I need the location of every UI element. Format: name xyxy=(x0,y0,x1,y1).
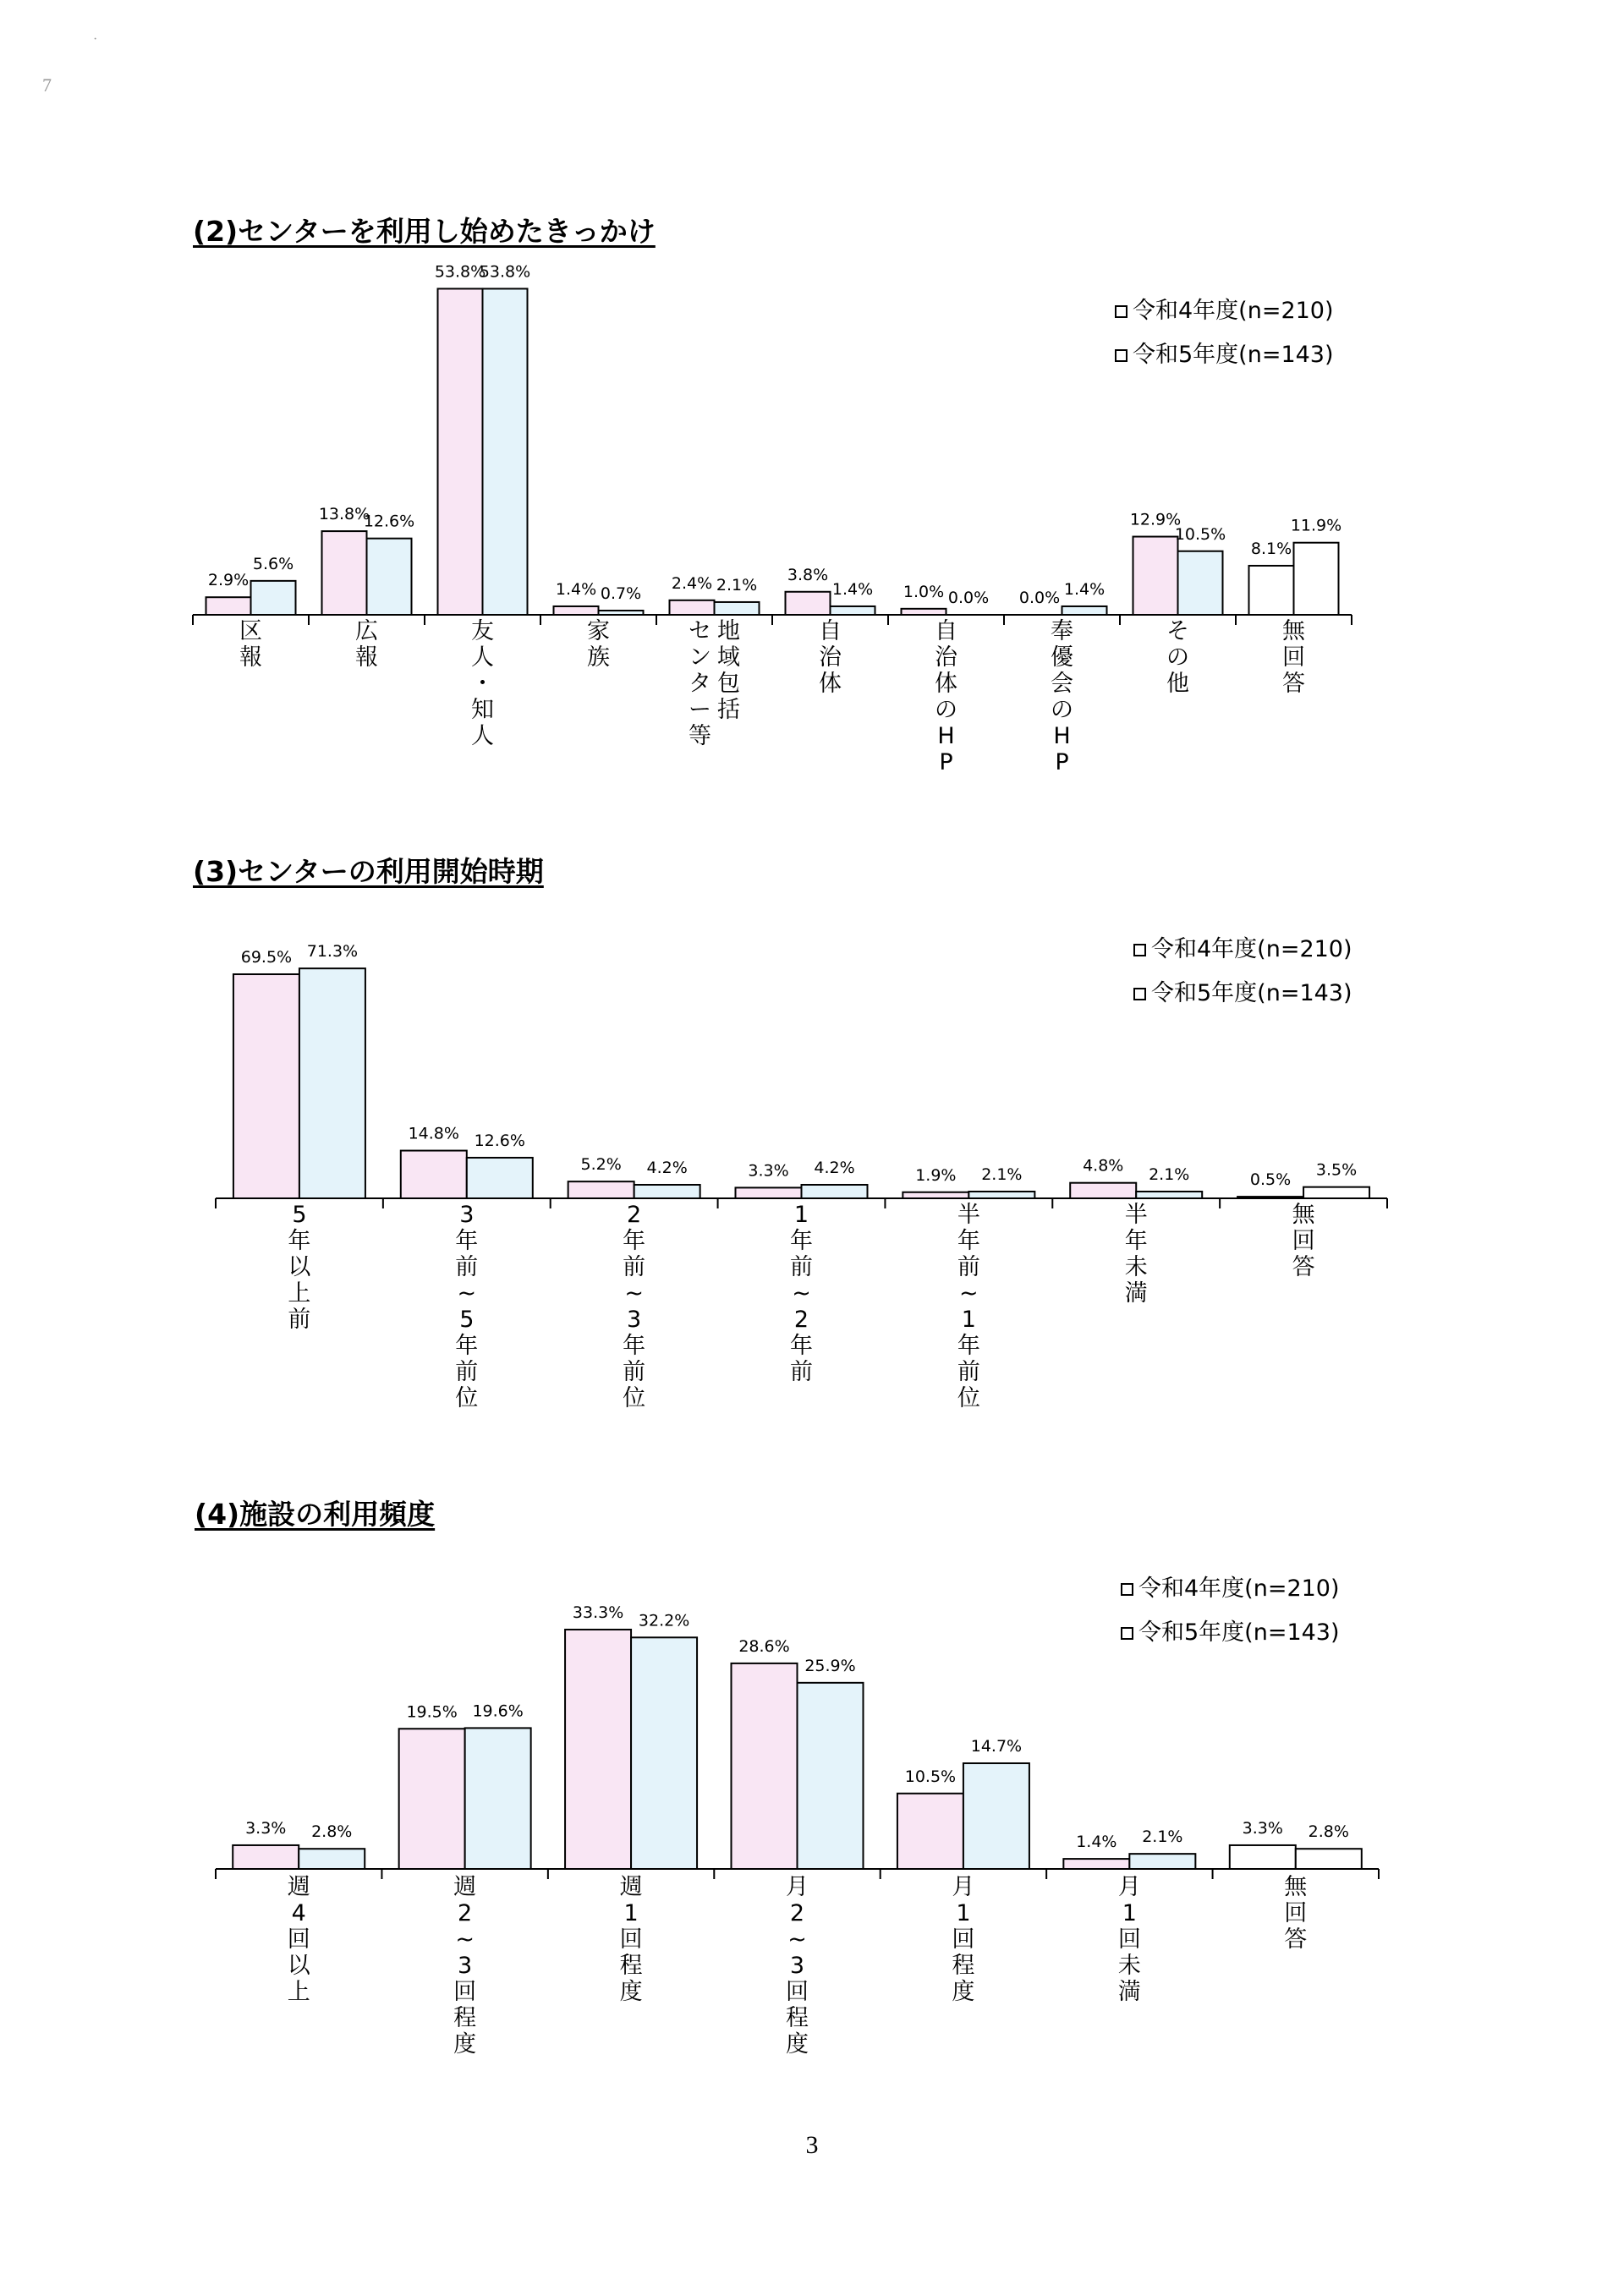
data-label: 33.3% xyxy=(572,1603,624,1622)
bar-chart-frequency xyxy=(0,1564,1624,2072)
category-label: 無回答 xyxy=(1282,618,1305,697)
data-label: 2.4% xyxy=(671,573,713,593)
data-label: 10.5% xyxy=(1174,524,1226,544)
bar-r5 xyxy=(634,1185,700,1198)
data-label: 3.3% xyxy=(1242,1818,1283,1838)
data-label: 0.0% xyxy=(947,588,990,607)
bar-r5 xyxy=(299,968,365,1198)
data-label: 2.1% xyxy=(716,575,758,595)
bar-r4 xyxy=(322,531,367,615)
legend-label: 令和4年度(n=210) xyxy=(1151,936,1352,962)
bar-r4 xyxy=(399,1729,465,1869)
data-label: 4.2% xyxy=(646,1158,688,1177)
category-label: 月 1 回程度 xyxy=(952,1874,975,2005)
category-label: 半年前~ 1 年前位 xyxy=(957,1202,980,1411)
data-label: 25.9% xyxy=(804,1656,856,1675)
chart-title: (3)センターの利用開始時期 xyxy=(193,855,544,888)
legend-label: 令和4年度(n=210) xyxy=(1133,298,1334,324)
data-label: 1.4% xyxy=(1076,1833,1117,1852)
category-label: 奉優会の H P xyxy=(1051,618,1073,775)
data-label: 12.9% xyxy=(1129,510,1182,529)
bar-r4 xyxy=(786,592,831,615)
category-label: 週 1 回程度 xyxy=(619,1874,643,2005)
bar-r4 xyxy=(233,1845,299,1869)
bar-r5 xyxy=(802,1185,868,1198)
category-label: 区報 xyxy=(239,618,262,671)
category-label: 月 2 ~ 3 回程度 xyxy=(786,1874,809,2058)
category-label: 家族 xyxy=(587,618,610,671)
data-label: 53.8% xyxy=(434,262,486,282)
data-label: 2.8% xyxy=(311,1822,353,1842)
data-label: 1.4% xyxy=(1063,579,1106,599)
page-number: 3 xyxy=(805,2131,819,2159)
bar-r5 xyxy=(1294,543,1339,615)
data-label: 12.6% xyxy=(474,1131,525,1150)
data-label: 3.3% xyxy=(748,1161,789,1181)
bar-r4 xyxy=(1063,1859,1129,1869)
bar-r5 xyxy=(483,288,528,615)
bar-r5 xyxy=(1296,1849,1362,1869)
bar-r4 xyxy=(1230,1845,1296,1869)
data-label: 10.5% xyxy=(904,1767,957,1786)
bar-r5 xyxy=(467,1158,533,1198)
category-label: 無回答 xyxy=(1292,1202,1315,1280)
legend-label: 令和4年度(n=210) xyxy=(1138,1575,1340,1602)
category-label: 月 1 回未満 xyxy=(1117,1874,1141,2005)
bar-r4 xyxy=(732,1663,798,1869)
data-label: 12.6% xyxy=(363,512,415,531)
legend-label: 令和5年度(n=143) xyxy=(1151,980,1352,1006)
bar-r4 xyxy=(554,606,599,615)
category-label: センター等 xyxy=(689,618,711,749)
legend-label: 令和5年度(n=143) xyxy=(1133,342,1334,368)
category-label: 週 2 ~ 3 回程度 xyxy=(453,1874,477,2058)
data-label: 28.6% xyxy=(738,1636,790,1656)
data-label: 2.1% xyxy=(1149,1164,1190,1184)
bar-r4 xyxy=(206,597,251,615)
bar-r4 xyxy=(670,600,715,615)
category-label: 自治体 xyxy=(819,618,842,697)
scan-dot: · xyxy=(93,32,98,47)
bar-r4 xyxy=(1133,537,1178,615)
data-label: 0.7% xyxy=(600,584,642,603)
data-label: 3.5% xyxy=(1315,1160,1358,1180)
bar-r5 xyxy=(1178,551,1223,615)
data-label: 0.0% xyxy=(1018,588,1061,607)
data-label: 14.8% xyxy=(408,1124,459,1143)
data-label: 14.7% xyxy=(970,1737,1023,1756)
data-label: 19.5% xyxy=(406,1702,458,1722)
chart-title: (2)センターを利用し始めたきっかけ xyxy=(193,215,656,248)
bar-r4 xyxy=(565,1630,631,1869)
data-label: 3.3% xyxy=(245,1818,287,1838)
bar-r5 xyxy=(715,602,760,615)
data-label: 1.0% xyxy=(903,582,945,601)
data-label: 32.2% xyxy=(638,1611,690,1630)
bar-r5 xyxy=(1136,1192,1202,1198)
scan-mark: 7 xyxy=(42,74,52,96)
bar-r4 xyxy=(903,1192,968,1198)
category-label: 半年未満 xyxy=(1124,1202,1148,1307)
bar-r4 xyxy=(233,974,299,1198)
bar-r5 xyxy=(968,1192,1034,1198)
bar-r5 xyxy=(465,1728,531,1869)
data-label: 0.5% xyxy=(1249,1170,1292,1190)
category-label: その他 xyxy=(1166,618,1189,697)
category-label: 友人・知人 xyxy=(471,618,494,749)
category-label: 広報 xyxy=(355,618,378,671)
data-label: 2.8% xyxy=(1308,1822,1349,1842)
data-label: 2.1% xyxy=(1142,1827,1183,1847)
bar-r5 xyxy=(831,606,875,615)
category-label: 3 年前~ 5 年前位 xyxy=(455,1202,479,1411)
category-label: 自治体の H P xyxy=(935,618,957,775)
data-label: 69.5% xyxy=(240,948,293,967)
data-label: 71.3% xyxy=(306,942,359,962)
data-label: 8.1% xyxy=(1250,539,1292,558)
data-label: 19.6% xyxy=(472,1701,524,1721)
data-label: 53.8% xyxy=(479,262,531,282)
bar-r4 xyxy=(438,288,483,615)
category-label: 2 年前~ 3 年前位 xyxy=(623,1202,646,1411)
bar-r5 xyxy=(251,581,296,615)
data-label: 11.9% xyxy=(1290,516,1342,535)
category-label: 1 年前~ 2 年前 xyxy=(790,1202,813,1385)
data-label: 13.8% xyxy=(318,505,370,524)
bar-r4 xyxy=(736,1187,802,1198)
legend-label: 令和5年度(n=143) xyxy=(1138,1619,1340,1646)
data-label: 4.2% xyxy=(814,1158,855,1177)
bar-r5 xyxy=(798,1683,864,1869)
bar-r4 xyxy=(568,1181,634,1198)
bar-r5 xyxy=(1062,606,1107,615)
data-label: 2.1% xyxy=(981,1164,1023,1184)
chart-title: (4)施設の利用頻度 xyxy=(195,1498,436,1531)
data-label: 3.8% xyxy=(787,565,829,584)
bar-chart-start-period xyxy=(0,922,1624,1463)
category-label: 無回答 xyxy=(1284,1874,1308,1953)
bar-r4 xyxy=(1070,1183,1136,1198)
bar-r4 xyxy=(902,609,946,615)
bar-r5 xyxy=(367,539,412,615)
category-label: 地域包括 xyxy=(717,618,740,723)
data-label: 5.2% xyxy=(580,1155,622,1175)
bar-r5 xyxy=(631,1637,697,1869)
bar-r4 xyxy=(401,1151,467,1198)
data-label: 2.9% xyxy=(207,571,250,590)
data-label: 1.4% xyxy=(831,579,874,599)
data-label: 1.4% xyxy=(555,579,597,599)
category-label: 週 4 回以上 xyxy=(287,1874,310,2005)
bar-r4 xyxy=(1249,566,1294,615)
data-label: 4.8% xyxy=(1083,1156,1124,1175)
data-label: 5.6% xyxy=(252,554,294,573)
bar-r5 xyxy=(1303,1187,1369,1198)
bar-r5 xyxy=(299,1849,365,1869)
bar-r4 xyxy=(897,1794,963,1869)
data-label: 1.9% xyxy=(915,1165,957,1185)
category-label: 5 年以上前 xyxy=(288,1202,311,1333)
bar-r5 xyxy=(1129,1854,1195,1869)
bar-r5 xyxy=(963,1763,1029,1869)
bar-chart-trigger xyxy=(0,262,1624,786)
